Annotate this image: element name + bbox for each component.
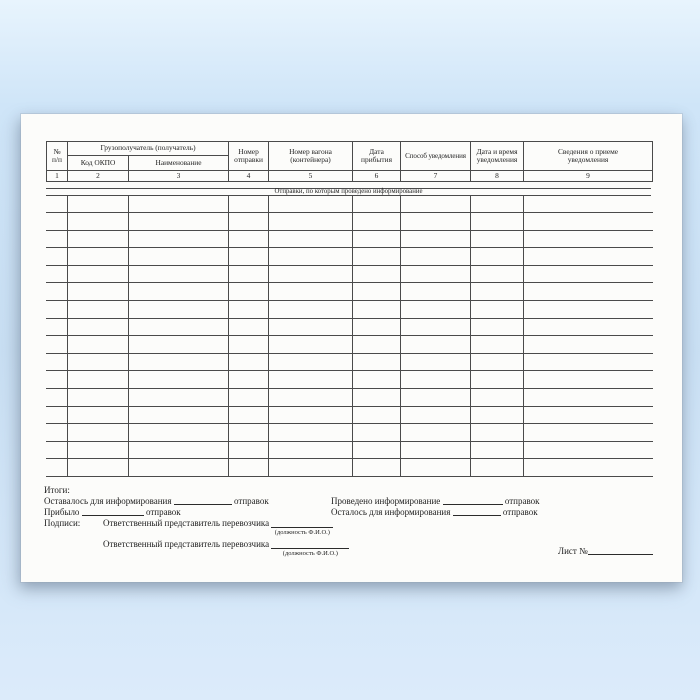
empty-data-cell: [524, 371, 653, 389]
empty-data-cell: [471, 265, 524, 283]
empty-data-cell: [352, 371, 400, 389]
empty-data-cell: [471, 248, 524, 266]
col-header-notify-datetime: [471, 142, 524, 171]
empty-data-cell: [268, 230, 352, 248]
empty-data-cell: [268, 248, 352, 266]
empty-data-cell: [228, 213, 268, 231]
column-number-cell: 2: [68, 171, 129, 182]
footer-informed-label: Проведено информирование: [331, 496, 441, 506]
empty-data-cell: [46, 318, 67, 336]
empty-data-cell: [228, 318, 268, 336]
empty-data-cell: [46, 283, 67, 301]
empty-data-row: [46, 265, 653, 283]
empty-data-cell: [46, 265, 67, 283]
footer-remained-unit: отправок: [234, 496, 269, 506]
header-line: Дата и время: [476, 146, 518, 156]
column-number-cell: 4: [229, 171, 269, 182]
empty-data-cell: [471, 389, 524, 407]
empty-data-cell: [46, 371, 67, 389]
empty-data-cell: [401, 459, 471, 477]
empty-data-cell: [471, 459, 524, 477]
empty-data-cell: [401, 283, 471, 301]
empty-data-cell: [67, 283, 128, 301]
empty-data-cell: [268, 424, 352, 442]
footer-arrived-line: [44, 507, 181, 517]
empty-data-cell: [268, 196, 352, 213]
fill-in-blank: [174, 496, 232, 505]
empty-data-cell: [128, 441, 228, 459]
col-header-serial: [47, 142, 68, 171]
empty-data-cell: [46, 406, 67, 424]
column-number-cell: 6: [353, 171, 401, 182]
empty-data-cell: [471, 336, 524, 354]
empty-data-cell: [524, 459, 653, 477]
empty-data-cell: [352, 459, 400, 477]
empty-data-cell: [471, 353, 524, 371]
empty-data-cell: [401, 230, 471, 248]
signature-blank-column: [271, 539, 349, 558]
empty-data-row: [46, 371, 653, 389]
empty-data-cell: [401, 196, 471, 213]
footer-left-to-inform-line: [331, 507, 538, 517]
empty-data-cell: [352, 196, 400, 213]
empty-data-cell: [352, 213, 400, 231]
footer-remained-line: [44, 496, 269, 506]
empty-data-cell: [401, 353, 471, 371]
header-line: Номер вагона: [289, 146, 332, 156]
empty-data-cell: [268, 371, 352, 389]
footer-arrived-unit: отправок: [145, 506, 181, 517]
empty-data-cell: [228, 424, 268, 442]
empty-data-cell: [46, 230, 67, 248]
empty-data-cell: [471, 230, 524, 248]
empty-data-cell: [128, 424, 228, 442]
empty-data-cell: [401, 389, 471, 407]
empty-data-cell: [268, 301, 352, 319]
empty-data-row: [46, 353, 653, 371]
empty-data-cell: [401, 248, 471, 266]
column-number-cell: 7: [401, 171, 471, 182]
col-header-consignee-group: Грузополучатель (получатель): [68, 142, 229, 156]
empty-data-cell: [471, 318, 524, 336]
empty-data-cell: [46, 459, 67, 477]
empty-data-cell: [268, 283, 352, 301]
signature-line-2: [103, 539, 349, 558]
empty-data-cell: [352, 265, 400, 283]
section-band: Отправки, по которым проведено информирование: [46, 188, 651, 197]
empty-data-cell: [401, 441, 471, 459]
header-line: уведомления: [567, 155, 609, 164]
empty-data-cell: [471, 213, 524, 231]
empty-data-cell: [46, 389, 67, 407]
empty-data-cell: [524, 196, 653, 213]
empty-data-cell: [268, 213, 352, 231]
footer-totals-label: Итоги:: [44, 485, 70, 495]
empty-data-cell: [268, 441, 352, 459]
empty-data-row: [46, 459, 653, 477]
signature-hint: (должность Ф.И.О.): [274, 528, 330, 536]
empty-data-cell: [228, 371, 268, 389]
empty-data-cell: [268, 336, 352, 354]
empty-data-cell: [128, 389, 228, 407]
empty-data-cell: [352, 424, 400, 442]
empty-data-cell: [228, 196, 268, 213]
empty-data-cell: [128, 459, 228, 477]
empty-data-row: [46, 196, 653, 213]
footer-informed-line: [331, 496, 540, 506]
column-number-cell: 5: [269, 171, 353, 182]
header-line: п/п: [52, 155, 62, 164]
signature-line-1: [103, 518, 333, 537]
signature-role: Ответственный представитель перевозчика: [103, 517, 270, 528]
empty-data-cell: [524, 301, 653, 319]
empty-data-row: [46, 318, 653, 336]
empty-data-cell: [128, 248, 228, 266]
empty-data-cell: [524, 318, 653, 336]
column-number-cell: 3: [129, 171, 229, 182]
signature-blank-column: [271, 518, 333, 537]
empty-data-cell: [128, 371, 228, 389]
empty-data-cell: [46, 441, 67, 459]
footer-left-to-inform-label: Осталось для информирования: [331, 506, 451, 517]
empty-data-row: [46, 441, 653, 459]
empty-data-cell: [128, 230, 228, 248]
empty-data-cell: [228, 283, 268, 301]
empty-data-cell: [401, 371, 471, 389]
empty-data-cell: [524, 441, 653, 459]
col-header-wagon-number: [269, 142, 353, 171]
empty-data-row: [46, 336, 653, 354]
empty-data-cell: [67, 424, 128, 442]
footer-signatures-label: Подписи:: [44, 517, 81, 528]
empty-data-row: [46, 230, 653, 248]
empty-data-cell: [228, 301, 268, 319]
empty-data-cell: [228, 336, 268, 354]
empty-data-cell: [401, 301, 471, 319]
empty-data-cell: [67, 371, 128, 389]
empty-data-cell: [524, 265, 653, 283]
empty-data-cell: [524, 406, 653, 424]
empty-data-cell: [524, 248, 653, 266]
empty-data-cell: [352, 406, 400, 424]
empty-data-cell: [268, 406, 352, 424]
empty-data-cell: [228, 248, 268, 266]
empty-data-cell: [67, 213, 128, 231]
signature-hint: (должность Ф.И.О.): [282, 549, 338, 557]
empty-data-cell: [401, 424, 471, 442]
header-line: Способ уведомления: [405, 151, 466, 160]
signature-role: Ответственный представитель перевозчика: [103, 538, 270, 549]
empty-data-cell: [67, 459, 128, 477]
empty-data-cell: [524, 389, 653, 407]
empty-data-cell: [67, 389, 128, 407]
empty-data-cell: [268, 265, 352, 283]
empty-data-cell: [471, 196, 524, 213]
empty-data-cell: [471, 424, 524, 442]
col-header-shipment-number: [229, 142, 269, 171]
empty-data-cell: [352, 301, 400, 319]
empty-data-cell: [128, 318, 228, 336]
empty-data-cell: [228, 459, 268, 477]
col-header-notify-method: [401, 142, 471, 171]
empty-data-row: [46, 301, 653, 319]
empty-data-cell: [228, 441, 268, 459]
empty-data-cell: [268, 459, 352, 477]
col-header-okpo: Код ОКПО: [68, 156, 129, 171]
empty-data-cell: [67, 318, 128, 336]
empty-data-cell: [46, 301, 67, 319]
empty-data-cell: [228, 406, 268, 424]
empty-data-row: [46, 406, 653, 424]
empty-data-cell: [352, 248, 400, 266]
empty-data-cell: [352, 389, 400, 407]
empty-data-row: [46, 213, 653, 231]
empty-data-cell: [46, 353, 67, 371]
empty-data-cell: [401, 213, 471, 231]
empty-data-cell: [352, 353, 400, 371]
empty-data-cell: [46, 424, 67, 442]
empty-data-cell: [67, 301, 128, 319]
empty-data-cell: [128, 353, 228, 371]
empty-data-cell: [352, 441, 400, 459]
sheet-number-blank: [588, 546, 653, 555]
empty-data-cell: [268, 318, 352, 336]
empty-data-cell: [471, 371, 524, 389]
empty-data-cell: [67, 265, 128, 283]
empty-data-cell: [128, 213, 228, 231]
empty-data-cell: [401, 318, 471, 336]
empty-data-cell: [228, 353, 268, 371]
empty-data-cell: [524, 213, 653, 231]
empty-data-cell: [128, 336, 228, 354]
fill-in-blank: [82, 507, 144, 516]
empty-data-cell: [128, 406, 228, 424]
empty-data-cell: [268, 353, 352, 371]
empty-data-cell: [401, 336, 471, 354]
col-header-notify-receipt: [524, 142, 653, 171]
fill-in-blank: [443, 496, 503, 505]
column-numbers-row: [47, 171, 653, 182]
paper-sheet: [21, 114, 682, 582]
column-number-cell: 8: [471, 171, 524, 182]
empty-data-cell: [67, 353, 128, 371]
sheet-number-line: [558, 546, 653, 556]
header-line: №: [53, 146, 61, 156]
footer-left-to-inform-unit: отправок: [502, 506, 538, 517]
header-line: Дата: [369, 146, 384, 156]
column-number-cell: 1: [47, 171, 68, 182]
empty-data-cell: [46, 336, 67, 354]
empty-data-cell: [401, 406, 471, 424]
empty-data-cell: [352, 318, 400, 336]
empty-data-cell: [67, 196, 128, 213]
empty-data-cell: [524, 353, 653, 371]
col-header-name: Наименование: [129, 156, 229, 171]
empty-data-cell: [268, 389, 352, 407]
header-line: отправки: [234, 155, 263, 164]
fill-in-blank: [453, 507, 501, 516]
empty-data-cell: [128, 301, 228, 319]
empty-data-row: [46, 424, 653, 442]
empty-data-cell: [228, 230, 268, 248]
empty-data-cell: [352, 283, 400, 301]
empty-data-cell: [471, 441, 524, 459]
empty-data-cell: [67, 406, 128, 424]
empty-data-row: [46, 248, 653, 266]
notification-table-body: [46, 196, 653, 478]
empty-data-cell: [46, 248, 67, 266]
empty-data-cell: [128, 283, 228, 301]
empty-data-cell: [471, 406, 524, 424]
empty-data-cell: [67, 230, 128, 248]
empty-data-cell: [128, 265, 228, 283]
signature-blank: [271, 539, 349, 549]
col-header-arrival-date: [353, 142, 401, 171]
footer-remained-label: Оставалось для информирования: [44, 496, 172, 506]
column-number-cell: 9: [524, 171, 653, 182]
empty-data-cell: [524, 336, 653, 354]
header-line: Номер: [238, 146, 259, 156]
footer-informed-unit: отправок: [504, 496, 540, 506]
empty-data-cell: [228, 389, 268, 407]
empty-data-cell: [228, 265, 268, 283]
empty-data-cell: [352, 230, 400, 248]
header-line: уведомления: [476, 155, 518, 164]
empty-data-cell: [67, 441, 128, 459]
sheet-number-label: Лист №: [558, 546, 588, 556]
empty-data-cell: [471, 283, 524, 301]
empty-data-cell: [128, 196, 228, 213]
header-line: прибытия: [361, 155, 392, 164]
header-line: (контейнера): [290, 155, 331, 164]
signature-blank: [271, 518, 333, 528]
header-line: Сведения о приеме: [557, 146, 619, 156]
empty-data-cell: [524, 424, 653, 442]
empty-data-cell: [352, 336, 400, 354]
empty-data-cell: [401, 265, 471, 283]
notification-table-header: [46, 141, 653, 182]
empty-data-cell: [46, 213, 67, 231]
empty-data-row: [46, 389, 653, 407]
empty-data-cell: [524, 230, 653, 248]
empty-data-cell: [46, 196, 67, 213]
empty-data-cell: [67, 336, 128, 354]
empty-data-row: [46, 283, 653, 301]
empty-data-cell: [67, 248, 128, 266]
empty-data-cell: [471, 301, 524, 319]
footer-arrived-label: Прибыло: [44, 506, 80, 517]
empty-data-cell: [524, 283, 653, 301]
